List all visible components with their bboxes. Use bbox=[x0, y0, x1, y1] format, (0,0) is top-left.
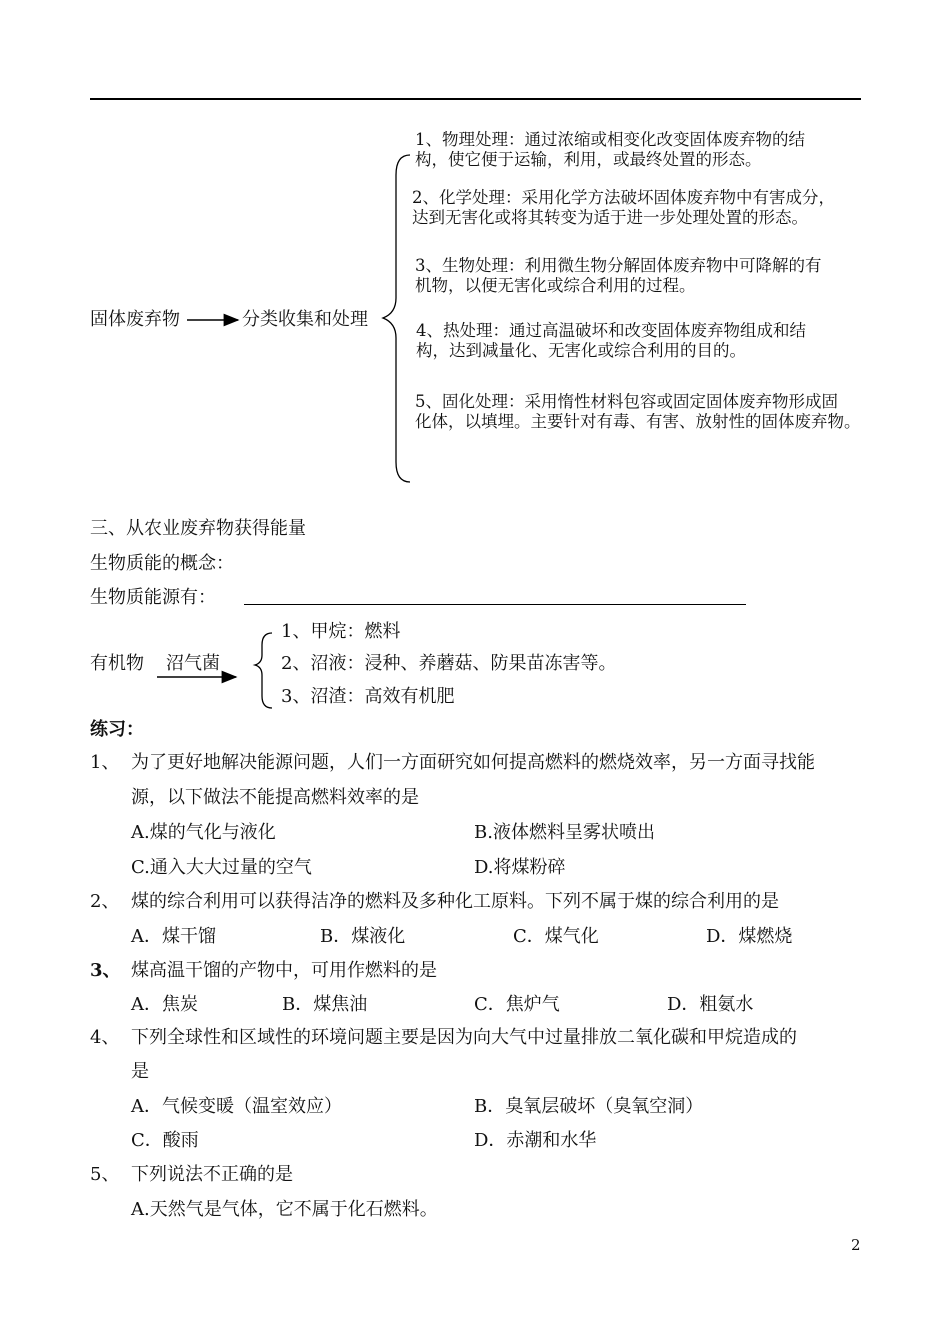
process-5-line1: 5、固化处理：采用惰性材料包容或固定固体废弃物形成固 bbox=[415, 392, 838, 411]
q5-option-a: A.天然气是气体，它不属于化石燃料。 bbox=[131, 1199, 438, 1220]
q4-number: 4、 bbox=[90, 1027, 120, 1048]
biogas-product-3: 3、沼渣：高效有机肥 bbox=[281, 686, 455, 707]
exercise-title: 练习： bbox=[90, 719, 144, 740]
q1-option-a: A.煤的气化与液化 bbox=[131, 822, 276, 843]
process-3-line2: 机物，以便无害化或综合利用的过程。 bbox=[415, 276, 696, 295]
biogas-product-2: 2、沼液：浸种、养蘑菇、防果苗冻害等。 bbox=[281, 653, 617, 674]
diagram2-source: 有机物 bbox=[90, 653, 144, 674]
process-4-line1: 4、热处理：通过高温破坏和改变固体废弃物组成和结 bbox=[416, 321, 806, 340]
section3-heading: 三、从农业废弃物获得能量 bbox=[90, 518, 306, 539]
process-2-line2: 达到无害化或将其转变为适于进一步处理处置的形态。 bbox=[412, 208, 808, 227]
process-2-line1: 2、化学处理：采用化学方法破坏固体废弃物中有害成分， bbox=[412, 188, 835, 207]
q3-option-a: A．焦炭 bbox=[131, 994, 198, 1015]
q5-stem: 下列说法不正确的是 bbox=[131, 1164, 293, 1185]
diagram1-source: 固体废弃物 bbox=[90, 309, 180, 330]
q5-number: 5、 bbox=[90, 1164, 120, 1185]
process-3-line1: 3、生物处理：利用微生物分解固体废弃物中可降解的有 bbox=[415, 256, 822, 275]
q2-option-d: D．煤燃烧 bbox=[706, 926, 793, 947]
q3-stem: 煤高温干馏的产物中，可用作燃料的是 bbox=[131, 960, 437, 981]
q4-stem-line1: 下列全球性和区域性的环境问题主要是因为向大气中过量排放二氧化碳和甲烷造成的 bbox=[131, 1027, 797, 1048]
biomass-sources-label: 生物质能源有： bbox=[90, 587, 216, 608]
q2-option-a: A．煤干馏 bbox=[131, 926, 216, 947]
q2-option-c: C．煤气化 bbox=[513, 926, 599, 947]
q1-stem-line1: 为了更好地解决能源问题，人们一方面研究如何提高燃料的燃烧效率，另一方面寻找能 bbox=[131, 752, 815, 773]
process-4-line2: 构，达到减量化、无害化或综合利用的目的。 bbox=[416, 341, 746, 360]
process-5-line2: 化体，以填埋。主要针对有毒、有害、放射性的固体废弃物。 bbox=[415, 412, 861, 431]
q4-option-a: A．气候变暖（温室效应） bbox=[131, 1096, 342, 1117]
q1-option-d: D.将煤粉碎 bbox=[474, 857, 566, 878]
q3-option-b: B．煤焦油 bbox=[282, 994, 368, 1015]
biogas-product-1: 1、甲烷：燃料 bbox=[281, 621, 401, 642]
q1-option-b: B.液体燃料呈雾状喷出 bbox=[474, 822, 655, 843]
q2-number: 2、 bbox=[90, 891, 120, 912]
q3-number: 3、 bbox=[90, 960, 121, 981]
q3-option-c: C．焦炉气 bbox=[474, 994, 560, 1015]
diagram1-brace bbox=[383, 155, 410, 482]
process-1-line2: 构，使它便于运输，利用，或最终处置的形态。 bbox=[415, 150, 762, 169]
q3-option-d: D．粗氨水 bbox=[667, 994, 754, 1015]
q4-stem-line2: 是 bbox=[131, 1061, 149, 1082]
q1-stem-line2: 源，以下做法不能提高燃料效率的是 bbox=[131, 787, 419, 808]
page-number: 2 bbox=[851, 1236, 861, 1254]
q2-option-b: B．煤液化 bbox=[320, 926, 406, 947]
diagram1-target: 分类收集和处理 bbox=[242, 309, 368, 330]
q1-option-c: C.通入大大过量的空气 bbox=[131, 857, 312, 878]
q4-option-d: D．赤潮和水华 bbox=[474, 1130, 597, 1151]
process-1-line1: 1、物理处理：通过浓缩或相变化改变固体废弃物的结 bbox=[415, 130, 805, 149]
biomass-concept-label: 生物质能的概念： bbox=[90, 553, 234, 574]
q1-number: 1、 bbox=[90, 752, 120, 773]
diagram2-brace bbox=[255, 633, 272, 708]
fill-in-blank-line bbox=[244, 604, 746, 605]
q4-option-c: C．酸雨 bbox=[131, 1130, 199, 1151]
q4-option-b: B．臭氧层破坏（臭氧空洞） bbox=[474, 1096, 704, 1117]
diagram2-arrow-label: 沼气菌 bbox=[166, 653, 220, 674]
q2-stem: 煤的综合利用可以获得洁净的燃料及多种化工原料。下列不属于煤的综合利用的是 bbox=[131, 891, 779, 912]
